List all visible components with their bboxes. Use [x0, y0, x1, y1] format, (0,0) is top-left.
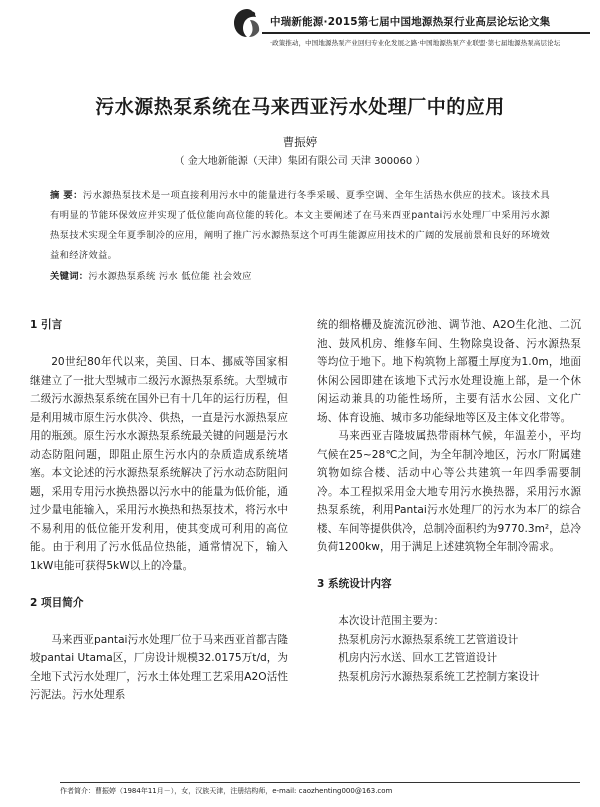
right-column	[317, 316, 581, 686]
header-title: 中瑞新能源·2015第七届中国地源热泵行业高层论坛论文集	[270, 16, 551, 28]
article-title: 污水源热泵系统在马来西亚污水处理厂中的应用	[95, 96, 505, 118]
section-heading-project: 2 项目简介	[30, 596, 84, 609]
paragraph: 统的细格栅及旋流沉砂池、调节池、A2O生化池、二沉池、鼓风机房、维修车间、生物除臭设备、污水源热泵等均位于地下。地下构筑物上部覆土厚度为1.0m，地面休闲公园即建在该地下式污水处理设施上部，是一个休闲运动兼具的功能性场所，主要有活水公园、文化广场、体育设施、城市多功能绿地等区及主体文化带等。	[317, 319, 581, 424]
abstract-label: 摘 要：	[50, 190, 83, 201]
author-footnote: 作者简介：曹振婷（1984年11月－），女，汉族天津，注册结构师，e-mail: caozhenting000@163.com	[60, 787, 393, 795]
keywords-label: 关键词：	[50, 271, 89, 282]
footnote-rule	[60, 782, 580, 783]
abstract-text: 污水源热泵技术是一项直接利用污水中的能量进行冬季采暖、夏季空调、全年生活热水供应的技术。该技术具有明显的节能环保效应并实现了低位能向高位能的转化。本文主要阐述了在马来西亚pantai污水处理厂中采用污水源热泵技术实现全年夏季制冷的应用，阐明了推广污水源热泵这个可再生能源应用技术的广阔的发展前景和良好的环境效益和经济效益。	[50, 190, 551, 261]
design-scope-item: 热泵机房污水源热泵系统工艺管道设计	[338, 633, 519, 646]
paragraph: 20世纪80年代以来，美国、日本、挪威等国家相继建立了一批大型城市二级污水源热泵系统。大型城市二级污水源热泵系统在国外已有十几年的运行历程，但是利用城市原生污水供冷、供热，一直是污水源热泵应用的瓶颈。原生污水水源热泵系统最关键的问题是污水动态防阻问题，即阻止原生污水内的杂质造成系统堵塞。本文论述的污水源热泵系统解决了污水动态防阻问题，采用专用污水换热器以污水中的能量为低价能，通过少量电能输入，采用污水换热和热泵技术，将污水中不易利用的低位能开发利用，使其变成可利用的高位能。由于利用了污水低品位热能，通常情况下，输入1kW电能可获得5kW以上的冷量。	[30, 356, 288, 572]
paragraph: 马来西亚pantai污水处理厂位于马来西亚首都吉隆坡pantai Utama区，厂房设计规模32.0175万t/d，为全地下式污水处理厂，污水土体处理工艺采用A2O活性污泥法。污水处理系	[30, 633, 288, 701]
abstract	[50, 186, 550, 266]
conference-logo-icon	[230, 6, 264, 40]
section-heading-design: 3 系统设计内容	[317, 578, 392, 590]
paragraph: 马来西亚吉隆坡属热带雨林气候，年温差小，平均气候在25~28℃之间，为全年制冷地区，污水厂附属建筑物如综合楼、活动中心等公共建筑一年四季需要制冷。本工程拟采用金大地专用污水换热器，采用污水源热泵系统，利用Pantai污水处理厂的污水为本厂的综合楼、车间等提供供冷，总制冷面积约为9770.3m²，总冷负荷1200kw，用于满足上述建筑物全年制冷需求。	[317, 430, 581, 553]
design-scope-item: 热泵机房污水源热泵系统工艺控制方案设计	[338, 670, 540, 683]
keywords	[50, 268, 550, 286]
header-subtitle: ·政策推动，中国地源热泵产业回归专业化发展之路·中国地源热泵产业联盟·第七届地源热泵高层论坛	[270, 39, 561, 47]
author-name: 曹振婷	[282, 135, 318, 149]
keywords-text: 污水源热泵系统 污水 低位能 社会效应	[88, 271, 252, 282]
left-column	[30, 316, 288, 705]
design-scope-item: 机房内污水送、回水工艺管道设计	[338, 652, 498, 664]
section-heading-introduction: 1 引言	[30, 319, 63, 331]
header-divider	[262, 32, 590, 34]
design-scope-intro: 本次设计范围主要为：	[338, 615, 445, 627]
author-affiliation: （ 金大地新能源（天津）集团有限公司 天津 300060 ）	[174, 156, 426, 167]
